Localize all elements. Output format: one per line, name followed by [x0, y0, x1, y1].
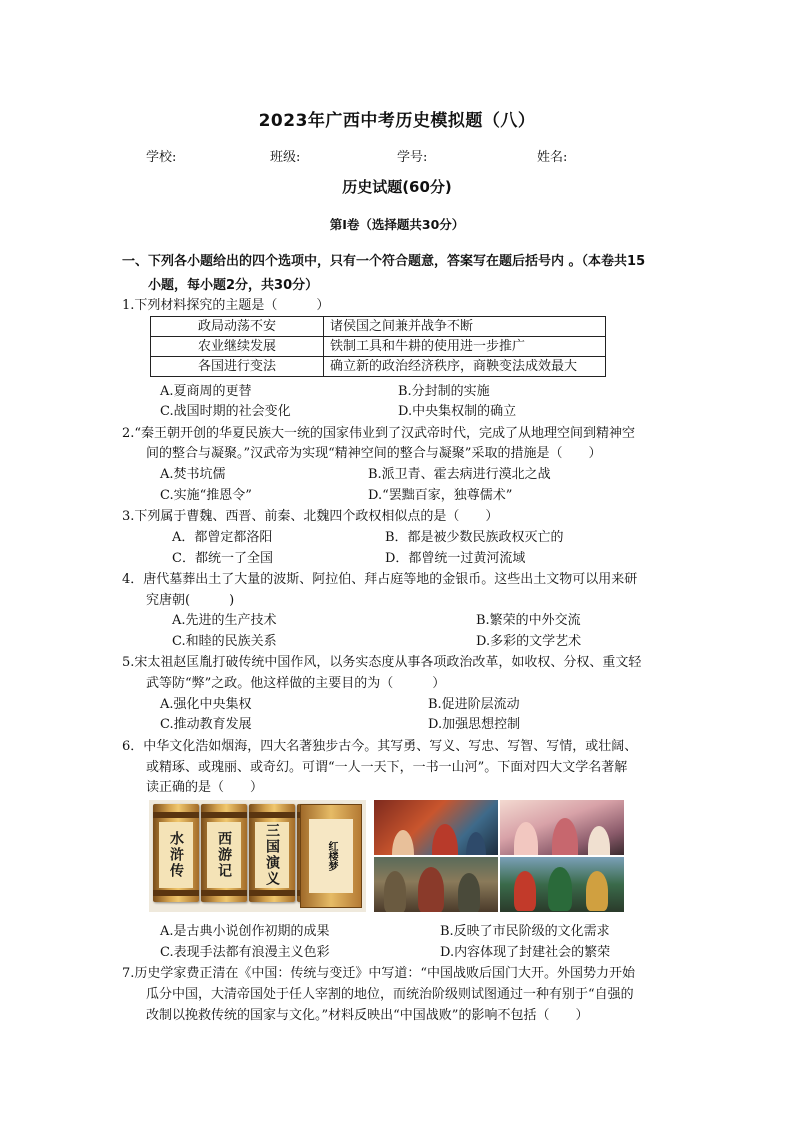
book-spine	[249, 804, 295, 902]
book-title: 西游记	[207, 822, 241, 888]
four-classics-books-image	[149, 800, 366, 912]
q6-option-a: A.是古典小说创作初期的成果	[160, 924, 330, 939]
q2-option-d: D.“罢黜百家，独尊儒术”	[368, 488, 513, 503]
number-label: 学号:	[397, 150, 428, 165]
q6-stem-line2: 或精琢、或瑰丽、或奇幻。可谓“一人一天下，一书一山河”。下面对四大文学名著解	[146, 760, 628, 775]
book-title: 三国演义	[255, 822, 289, 888]
q2-stem-line2: 间的整合与凝聚。”汉武帝为实现“精神空间的整合与凝聚”采取的措施是（ ）	[146, 446, 602, 461]
box-title: 红楼梦	[309, 819, 353, 893]
q2-option-a: A.焚书坑儒	[160, 467, 226, 482]
q1-material-table	[150, 316, 606, 377]
q6-option-d: D.内容体现了封建社会的繁荣	[440, 945, 611, 960]
q4-option-a: A.先进的生产技术	[172, 613, 277, 628]
q1-option-b: B.分封制的实施	[398, 384, 490, 399]
q1-option-d: D.中央集权制的确立	[398, 404, 517, 419]
q3-stem: 3.下列属于曹魏、西晋、前秦、北魏四个政权相似点的是（ ）	[122, 509, 499, 524]
book-spine	[153, 804, 199, 902]
drama-still	[500, 857, 624, 912]
q6-stem-line3: 读正确的是（ ）	[146, 780, 264, 795]
book-title: 水浒传	[159, 822, 193, 888]
drama-still	[374, 800, 498, 855]
q1-option-a: A.夏商周的更替	[160, 384, 252, 399]
exam-title: 2023年广西中考历史模拟题（八）	[258, 111, 536, 131]
q3-option-c: C．都统一了全国	[172, 551, 273, 566]
q4-option-c: C.和睦的民族关系	[172, 634, 277, 649]
q4-option-d: D.多彩的文学艺术	[476, 634, 582, 649]
q3-option-b: B．都是被少数民族政权灭亡的	[385, 530, 564, 545]
q5-option-d: D.加强思想控制	[428, 717, 521, 732]
tv-drama-stills-image	[374, 800, 624, 912]
q7-stem-line3: 改制以挽救传统的国家与文化。”材料反映出“中国战败”的影响不包括（ ）	[146, 1008, 589, 1023]
q2-option-c: C.实施“推恩令”	[160, 488, 252, 503]
q5-stem-line1: 5.宋太祖赵匡胤打破传统中国作风，以务实态度从事各项政治改革，如收权、分权、重文轻	[122, 655, 642, 670]
book-spine	[201, 804, 247, 902]
table-row	[151, 357, 606, 377]
exam-subtitle: 历史试题(60分)	[342, 178, 452, 196]
part-heading: 第Ⅰ卷（选择题共30分）	[329, 217, 465, 232]
section-instructions-line2: 小题，每小题2分，共30分）	[148, 278, 319, 293]
q7-stem-line2: 瓜分中国，大清帝国处于任人宰割的地位，而统治阶级则试图通过一种有别于“自强的	[146, 987, 634, 1002]
drama-still	[374, 857, 498, 912]
section-instructions-line1: 一、下列各小题给出的四个选项中，只有一个符合题意，答案写在题后括号内 。（本卷共15	[122, 254, 646, 269]
drama-still	[500, 800, 624, 855]
name-label: 姓名:	[537, 150, 568, 165]
table-row	[151, 337, 606, 357]
school-label: 学校:	[146, 150, 177, 165]
table-row	[151, 317, 606, 337]
q5-option-b: B.促进阶层流动	[428, 697, 520, 712]
q4-option-b: B.繁荣的中外交流	[476, 613, 581, 628]
q1-stem: 1.下列材料探究的主题是（ ）	[122, 298, 330, 313]
q6-option-c: C.表现手法都有浪漫主义色彩	[160, 945, 330, 960]
q4-stem-line1: 4．唐代墓葬出土了大量的波斯、阿拉伯、拜占庭等地的金银币。这些出土文物可以用来研	[122, 572, 638, 587]
table-cell: 政局动荡不安	[151, 317, 324, 337]
table-cell: 铁制工具和牛耕的使用进一步推广	[324, 337, 606, 357]
q4-stem-line2: 究唐朝( )	[146, 593, 235, 608]
table-cell: 各国进行变法	[151, 357, 324, 377]
q7-stem-line1: 7.历史学家费正清在《中国：传统与变迁》中写道：“中国战败后国门大开。外国势力开始	[122, 966, 636, 981]
q1-option-c: C.战国时期的社会变化	[160, 404, 291, 419]
q5-option-a: A.强化中央集权	[160, 697, 252, 712]
class-label: 班级:	[270, 150, 301, 165]
table-cell: 诸侯国之间兼并战争不断	[324, 317, 606, 337]
q5-option-c: C.推动教育发展	[160, 717, 252, 732]
book-box	[300, 804, 362, 908]
q2-option-b: B.派卫青、霍去病进行漠北之战	[368, 467, 551, 482]
q6-stem-line1: 6．中华文化浩如烟海，四大名著独步古今。其写勇、写义、写忠、写智、写情，或壮阔、	[122, 739, 638, 754]
q2-stem-line1: 2.“秦王朝开创的华夏民族大一统的国家伟业到了汉武帝时代，完成了从地理空间到精神空	[122, 426, 636, 441]
q3-option-d: D．都曾统一过黄河流域	[385, 551, 526, 566]
q6-option-b: B.反映了市民阶级的文化需求	[440, 924, 610, 939]
q5-stem-line2: 武等防“弊”之政。他这样做的主要目的为（ ）	[146, 676, 446, 691]
table-cell: 农业继续发展	[151, 337, 324, 357]
table-cell: 确立新的政治经济秩序，商鞅变法成效最大	[324, 357, 606, 377]
q3-option-a: A．都曾定都洛阳	[172, 530, 273, 545]
